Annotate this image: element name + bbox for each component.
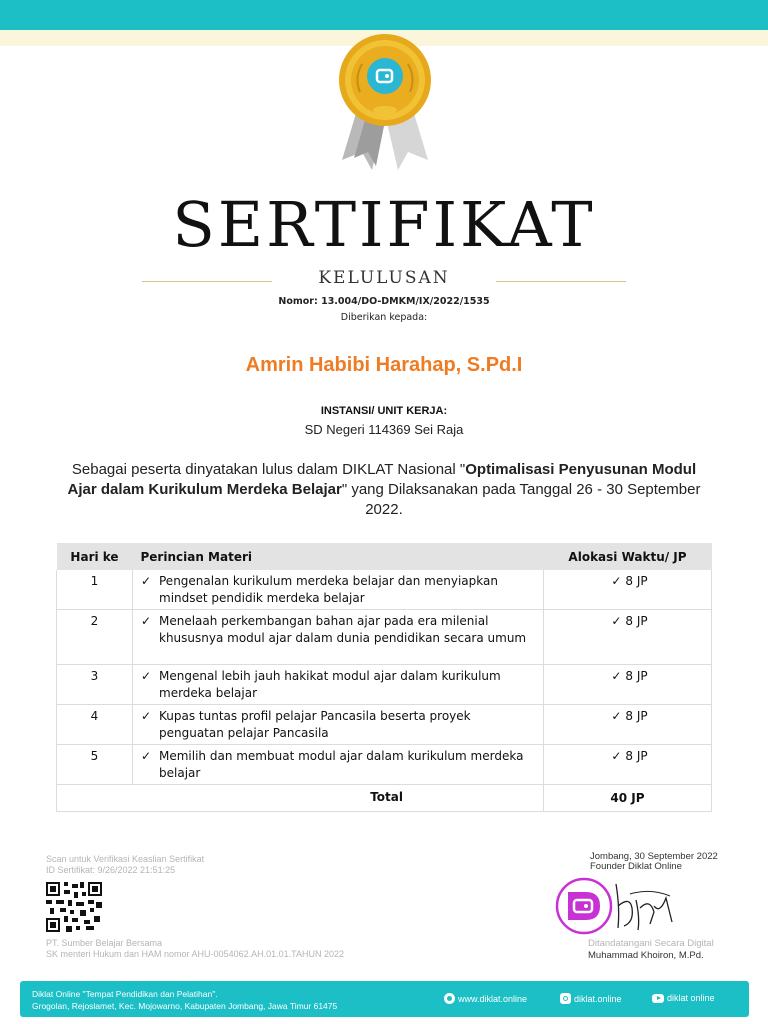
total-label: Total — [133, 785, 544, 812]
statement-pre: Sebagai peserta dinyatakan lulus dalam DIKLAT Nasional " — [71, 461, 466, 478]
header-day: Hari ke — [57, 543, 133, 570]
check-icon: ✓ — [141, 669, 152, 683]
verification-text — [46, 854, 204, 876]
signer-role: Founder Diklat Online — [590, 861, 682, 872]
row-description: Memilih dan membuat modul ajar dalam kurikulum merdeka belajar — [159, 749, 524, 780]
institution-label: INSTANSI/ UNIT KERJA: — [320, 405, 448, 417]
company-info — [46, 938, 344, 960]
check-icon: ✓ — [141, 574, 152, 588]
footer-tagline: Diklat Online "Tempat Pendidikan dan Pelatihan". — [32, 989, 218, 999]
handwritten-signature — [610, 878, 680, 934]
row-description: Kupas tuntas profil pelajar Pancasila beserta proyek penguatan pelajar Pancasila — [159, 709, 471, 740]
row-description: Mengenal lebih jauh hakikat modul ajar dalam kurikulum merdeka belajar — [159, 669, 501, 700]
given-to-label: Diberikan kepada: — [340, 312, 428, 323]
total-value: 40 JP — [544, 785, 712, 812]
date-place: Jombang, 30 September 2022 — [590, 851, 718, 862]
row-jp: 8 JP — [625, 614, 648, 628]
row-jp: 8 JP — [625, 709, 648, 723]
sk-registration: SK menteri Hukum dan HAM nomor AHU-0054062.AH.01.01.TAHUN 2022 — [46, 949, 344, 959]
youtube-text: diklat online — [667, 993, 715, 1003]
youtube-icon — [652, 994, 664, 1003]
table-row — [57, 665, 712, 705]
row-day: 5 — [57, 745, 133, 785]
header-material: Perincian Materi — [133, 543, 544, 570]
check-icon: ✓ — [611, 614, 622, 628]
website-text: www.diklat.online — [458, 993, 528, 1004]
check-icon: ✓ — [611, 669, 622, 683]
row-day: 3 — [57, 665, 133, 705]
row-description: Menelaah perkembangan bahan ajar pada era milenial khususnya modul ajar dalam dunia pendidikan secara umum — [159, 614, 527, 645]
footer-address — [32, 988, 337, 1012]
signature-date — [590, 852, 718, 872]
signed-info — [588, 938, 714, 962]
footer-location: Grogolan, Rejoslamet, Kec. Mojowarno, Kabupaten Jombang, Jawa Timur 61475 — [32, 1001, 338, 1011]
table-total-row — [57, 785, 712, 812]
check-icon: ✓ — [141, 614, 152, 628]
row-jp: 8 JP — [625, 749, 648, 763]
row-day: 2 — [57, 610, 133, 665]
header-allocation: Alokasi Waktu/ JP — [544, 543, 712, 570]
completion-statement — [60, 460, 708, 520]
certificate-title: SERTIFIKAT — [172, 188, 596, 261]
scan-instruction: Scan untuk Verifikasi Keaslian Sertifikat — [46, 854, 205, 864]
instagram-text: diklat.online — [574, 993, 622, 1004]
qr-code-icon[interactable] — [46, 882, 102, 932]
top-accent-bar — [0, 0, 768, 30]
institution-value: SD Negeri 114369 Sei Raja — [304, 422, 464, 437]
certificate-subtitle: KELULUSAN — [318, 268, 450, 288]
check-icon: ✓ — [141, 709, 152, 723]
table-header-row — [57, 543, 712, 570]
certificate-number: Nomor: 13.004/DO-DMKM/IX/2022/1535 — [278, 296, 490, 307]
table-row — [57, 745, 712, 785]
table-row — [57, 705, 712, 745]
statement-post: " yang Dilaksanakan pada Tanggal 26 - 30 September 2022. — [341, 481, 701, 518]
instagram-link[interactable] — [560, 993, 622, 1004]
check-icon: ✓ — [141, 749, 152, 763]
certificate-id: ID Sertifikat: 9/26/2022 21:51:25 — [46, 865, 176, 875]
youtube-link[interactable] — [652, 993, 715, 1003]
diklat-online-logo-icon — [554, 876, 614, 936]
curriculum-table — [56, 543, 712, 812]
row-day: 1 — [57, 570, 133, 610]
check-icon: ✓ — [611, 749, 622, 763]
footer-bar — [20, 981, 749, 1017]
website-link[interactable] — [444, 993, 527, 1004]
signed-digitally: Ditandatangani Secara Digital — [588, 938, 714, 949]
table-row — [57, 570, 712, 610]
course-title: Optimalisasi Penyusunan Modul Ajar dalam Kurikulum Merdeka Belajar — [67, 461, 697, 498]
recipient-name: Amrin Habibi Harahap, S.Pd.I — [245, 354, 523, 376]
medal-badge-icon — [330, 30, 440, 180]
globe-icon — [444, 993, 455, 1004]
check-icon: ✓ — [611, 574, 622, 588]
row-jp: 8 JP — [625, 574, 648, 588]
signer-name: Muhammad Khoiron, M.Pd. — [588, 950, 704, 961]
instagram-icon — [560, 993, 571, 1004]
company-name: PT. Sumber Belajar Bersama — [46, 938, 163, 948]
row-day: 4 — [57, 705, 133, 745]
table-row — [57, 610, 712, 665]
check-icon: ✓ — [611, 709, 622, 723]
row-jp: 8 JP — [625, 669, 648, 683]
row-description: Pengenalan kurikulum merdeka belajar dan menyiapkan mindset pendidik merdeka belajar — [159, 574, 498, 605]
